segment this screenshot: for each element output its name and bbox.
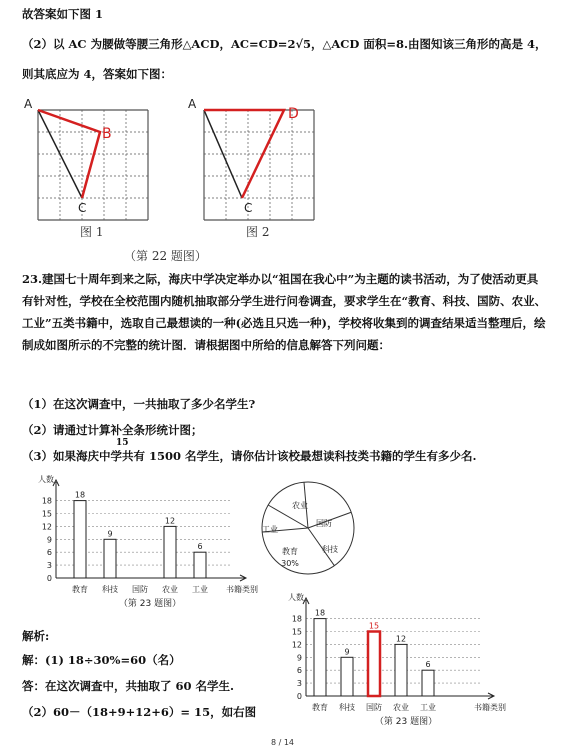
bar-value-label: 6 bbox=[197, 542, 203, 552]
q22-figures bbox=[20, 90, 299, 268]
pie-slice-label: 工业 bbox=[262, 525, 278, 534]
y-tick-label: 6 bbox=[296, 666, 302, 676]
category-label: 工业 bbox=[192, 585, 208, 594]
stray-number: 15 bbox=[116, 438, 129, 448]
y-tick-label: 3 bbox=[46, 561, 52, 571]
grid-figure-1 bbox=[38, 110, 148, 220]
bar bbox=[368, 632, 380, 697]
fig2-label-d: D bbox=[288, 106, 299, 122]
answer-1: 答：在这次调查中，共抽取了 60 名学生. bbox=[22, 679, 235, 693]
bar bbox=[314, 619, 326, 696]
bar-chart-incomplete bbox=[20, 474, 260, 614]
page-number: 8 / 14 bbox=[270, 738, 295, 747]
bar bbox=[422, 670, 434, 696]
q22-caption: （第 22 题图） bbox=[124, 249, 207, 263]
bar-value-label: 9 bbox=[344, 647, 350, 657]
x-axis-label: 书籍类别 bbox=[474, 703, 506, 712]
bar-value-label: 12 bbox=[164, 516, 176, 526]
bar-value-label: 9 bbox=[107, 529, 113, 539]
bar-value-label: 15 bbox=[368, 621, 380, 631]
fig2-label-c: C bbox=[244, 201, 253, 215]
fig1-label-a: A bbox=[24, 97, 33, 111]
y-tick-label: 6 bbox=[46, 548, 52, 558]
fig1-label-c: C bbox=[78, 201, 87, 215]
bar-chart-complete bbox=[276, 594, 506, 728]
category-label: 工业 bbox=[420, 703, 436, 712]
bar-value-label: 6 bbox=[425, 660, 431, 670]
y-tick-label: 0 bbox=[46, 574, 52, 583]
q23-part1: （1）在这次调查中，一共抽取了多少名学生? bbox=[22, 397, 256, 411]
chart-caption: （第 23 题图） bbox=[374, 717, 438, 727]
y-tick-label: 18 bbox=[41, 496, 52, 506]
category-label: 农业 bbox=[162, 585, 178, 594]
y-tick-label: 0 bbox=[296, 692, 302, 701]
category-label: 科技 bbox=[339, 703, 355, 712]
bar-value-label: 18 bbox=[314, 608, 326, 618]
part2-line1: （2）以 AC 为腰做等腰三角形△ACD，AC=CD=2√5，△ACD 面积=8.由图知该三角形的高是 4， bbox=[22, 37, 547, 51]
y-axis-label: 人数 bbox=[38, 475, 54, 484]
y-tick-label: 12 bbox=[41, 522, 52, 532]
pie-percent-label: 30% bbox=[281, 559, 299, 568]
fig1-caption: 图 1 bbox=[80, 225, 104, 239]
fig1-label-b: B bbox=[102, 126, 112, 142]
q23-intro: 23.建国七十周年到来之际，海庆中学决定举办以“祖国在我心中”为主题的读书活动，为了使活动更具有针对性，学校在全校范围内随机抽取部分学生进行问卷调查，要求学生在“教育、科技、国防、农业、工业”五类书籍中，选取自己最想读的一种(必选且只选一种)，学校将收集到的调查结果适当整理后，绘制成如图所示的不完整的统计图．请根据图中所给的信息解答下列问题： bbox=[22, 272, 547, 352]
pie-chart bbox=[258, 476, 358, 580]
pie-slice-label: 教育 bbox=[282, 547, 298, 556]
y-tick-label: 15 bbox=[291, 627, 302, 637]
y-axis-label: 人数 bbox=[288, 593, 304, 602]
fig2-caption: 图 2 bbox=[246, 225, 270, 239]
y-tick-label: 3 bbox=[296, 679, 302, 689]
y-tick-label: 9 bbox=[46, 535, 52, 545]
pie-slice-label: 科技 bbox=[322, 545, 338, 554]
bar-value-label: 18 bbox=[74, 490, 86, 500]
x-axis-label: 书籍类别 bbox=[226, 585, 258, 594]
y-tick-label: 12 bbox=[291, 640, 302, 650]
bar bbox=[395, 644, 407, 696]
analysis-heading: 解析: bbox=[22, 629, 50, 643]
answer-heading: 故答案如下图 1 bbox=[22, 7, 104, 21]
part2-line2: 则其底应为 4，答案如下图： bbox=[22, 67, 173, 81]
chart-caption: （第 23 题图） bbox=[118, 599, 182, 609]
y-tick-label: 18 bbox=[291, 614, 302, 624]
category-label: 教育 bbox=[72, 585, 88, 594]
q23-part3: （3）如果海庆中学共有 1500 名学生，请你估计该校最想读科技类书籍的学生有多少名. bbox=[22, 449, 477, 463]
bar bbox=[341, 657, 353, 696]
bar-value-label: 12 bbox=[395, 634, 407, 644]
solution-2: （2）60－（18+9+12+6）= 15，如右图 bbox=[22, 705, 257, 719]
category-label: 科技 bbox=[102, 585, 118, 594]
category-label: 农业 bbox=[393, 703, 409, 712]
q23-part2: （2）请通过计算补全条形统计图； bbox=[22, 423, 203, 437]
pie-slice-label: 国防 bbox=[316, 519, 332, 528]
solution-1: 解：(1) 18÷30%=60（名） bbox=[22, 653, 181, 667]
y-tick-label: 9 bbox=[296, 653, 302, 663]
category-label: 教育 bbox=[312, 703, 328, 712]
bar bbox=[164, 526, 176, 578]
bar bbox=[194, 552, 206, 578]
category-label: 国防 bbox=[366, 703, 382, 712]
category-label: 国防 bbox=[132, 585, 148, 594]
bar bbox=[104, 539, 116, 578]
bar bbox=[74, 501, 86, 578]
y-tick-label: 15 bbox=[41, 509, 52, 519]
pie-slice-label: 农业 bbox=[292, 501, 308, 510]
fig2-label-a: A bbox=[188, 97, 197, 111]
